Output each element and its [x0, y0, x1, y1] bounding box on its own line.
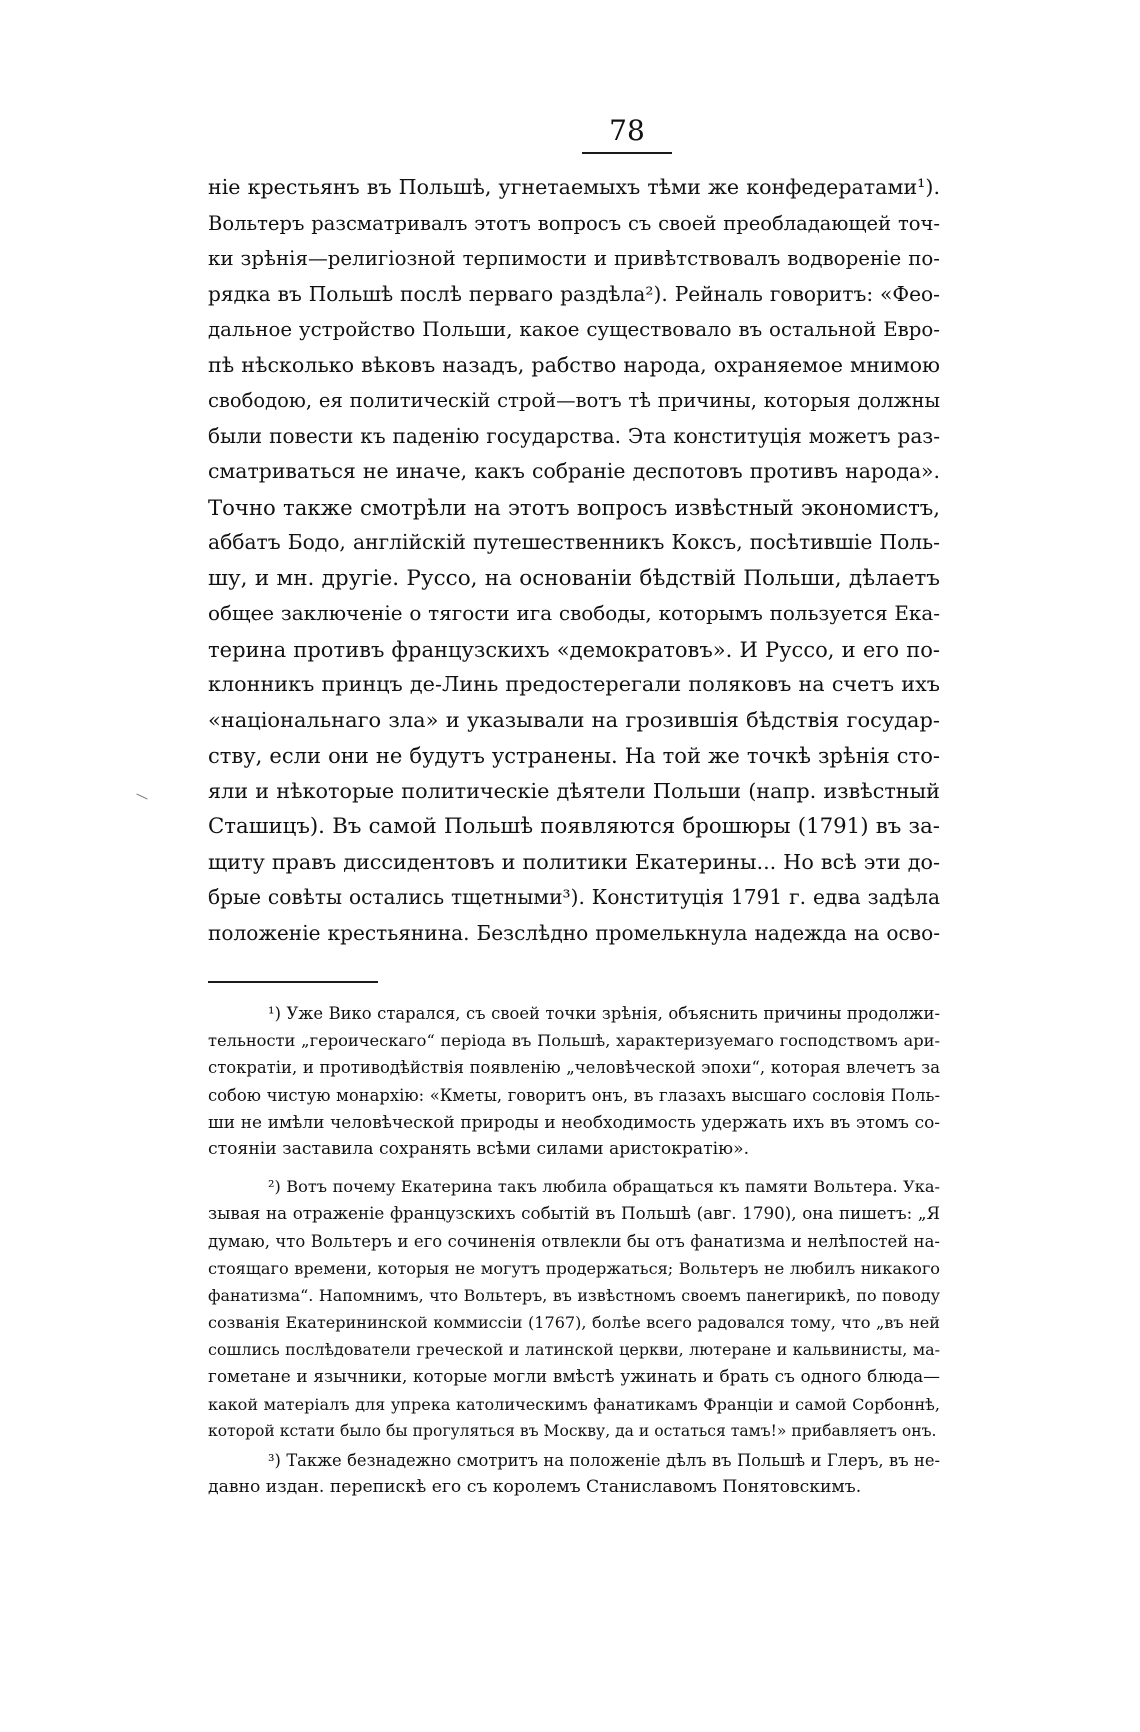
text-line: «національнаго зла» и указывали на грозившія бѣдствія государ- [208, 707, 940, 732]
text-line: аббатъ Бодо, англійскій путешественникъ Коксъ, посѣтившіе Поль- [208, 530, 940, 554]
footnote-line: тельности „героическаго“ періода въ Польшѣ, характеризуемаго господствомъ ари- [208, 1031, 940, 1051]
text-line: щиту правъ диссидентовъ и политики Екатерины... Но всѣ эти до- [208, 849, 940, 874]
text-line: свободою, ея политическій строй—вотъ тѣ причины, которыя должны [208, 389, 940, 412]
text-line: Точно также смотрѣли на этотъ вопросъ извѣстный экономистъ, [208, 494, 940, 520]
text-line: дальное устройство Польши, какое существовало въ остальной Евро- [208, 318, 940, 341]
text-line: ки зрѣнія—религіозной терпимости и привѣтствовалъ водвореніе по- [208, 247, 940, 270]
text-line: ніе крестьянъ въ Польшѣ, угнетаемыхъ тѣми же конфедератами¹). [208, 175, 940, 199]
footnote-1 [208, 1000, 940, 1163]
main-text [208, 170, 940, 951]
text-line: пѣ нѣсколько вѣковъ назадъ, рабство народа, охраняемое мнимою [208, 352, 940, 377]
text-line: Сташицъ). Въ самой Польшѣ появляются брошюры (1791) въ за- [208, 814, 940, 839]
text-line: клонникъ принцъ де-Линь предостерегали поляковъ на счетъ ихъ [208, 672, 940, 696]
footnote-2 [208, 1173, 940, 1445]
footnote-line: сошлись послѣдователи греческой и латинской церкви, лютеране и кальвинисты, ма- [208, 1340, 940, 1360]
text-line: сматриваться не иначе, какъ собраніе деспотовъ противъ народа». [208, 459, 940, 483]
footnote-line: фанатизма“. Напомнимъ, что Вольтеръ, въ извѣстномъ своемъ панегирикѣ, по поводу [208, 1285, 940, 1305]
footnote-line: стояніи заставила сохранять всѣми силами аристократію». [208, 1138, 750, 1159]
text-line: Вольтеръ разсматривалъ этотъ вопросъ съ своей преобладающей точ- [208, 211, 940, 235]
text-line: рядка въ Польшѣ послѣ перваго раздѣла²). Рейналь говоритъ: «Фео- [208, 281, 940, 306]
text-line: терина противъ французскихъ «демократовъ». И Руссо, и его по- [208, 636, 940, 662]
text-line: яли и нѣкоторые политическіе дѣятели Польши (напр. извѣстный [208, 778, 940, 803]
footnote-line: давно издан. перепискѣ его съ королемъ Станиславомъ Понятовскимъ. [208, 1477, 862, 1498]
text-line: положеніе крестьянина. Безслѣдно промелькнула надежда на осво- [208, 920, 940, 945]
footnote-line: думаю, что Вольтеръ и его сочиненія отвлекли бы отъ фанатизма и нелѣпостей на- [208, 1231, 940, 1251]
footnote-line: ¹) Уже Вико старался, съ своей точки зрѣнія, объяснить причины продолжи- [268, 1004, 940, 1023]
footnote-line: стократіи, и противодѣйствія появленію „человѣческой эпохи“, которая влечетъ за [208, 1058, 940, 1078]
margin-mark [136, 794, 147, 800]
footnote-line: собою чистую монархію: «Кметы, говоритъ онъ, въ глазахъ высшаго сословія Поль- [208, 1085, 940, 1105]
text-line: общее заключеніе о тягости ига свободы, которымъ пользуется Ека- [208, 602, 940, 625]
footnote-line: ³) Также безнадежно смотритъ на положеніе дѣлъ въ Польшѣ и Глеръ, въ не- [268, 1451, 940, 1470]
page-number: 78 [582, 114, 672, 154]
footnote-line: какой матеріалъ для упрека католическимъ фанатикамъ Франціи и самой Сорбоннѣ, [208, 1394, 940, 1414]
text-line: ству, если они не будутъ устранены. На той же точкѣ зрѣнія сто- [208, 743, 940, 768]
footnote-line: ²) Вотъ почему Екатерина такъ любила обращаться къ памяти Вольтера. Ука- [268, 1177, 940, 1197]
text-line: брые совѣты остались тщетными³). Конституція 1791 г. едва задѣла [208, 885, 940, 909]
footnote-line: которой кстати было бы прогуляться въ Москву, да и остаться тамъ!» прибавляетъ онъ. [208, 1421, 937, 1440]
text-line: были повести къ паденію государства. Эта конституція можетъ раз- [208, 423, 940, 448]
footnote-line: зывая на отраженіе французскихъ событій въ Польшѣ (авг. 1790), она пишетъ: „Я [208, 1203, 940, 1224]
footnotes [208, 1000, 940, 1501]
footnote-line: созванія Екатерининской коммиссіи (1767), болѣе всего радовался тому, что „въ ней [208, 1313, 940, 1333]
footnote-line: стоящаго времени, которыя не могутъ продержаться; Вольтеръ не любилъ никакого [208, 1258, 940, 1278]
footnote-divider [208, 981, 378, 983]
footnote-line: гометане и язычники, которые могли вмѣстѣ ужинать и брать съ одного блюда— [208, 1366, 940, 1387]
footnote-line: ши не имѣли человѣческой природы и необходимость удержать ихъ въ этомъ со- [208, 1111, 940, 1132]
text-line: шу, и мн. другіе. Руссо, на основаніи бѣдствій Польши, дѣлаетъ [208, 565, 940, 591]
footnote-3 [208, 1447, 940, 1501]
